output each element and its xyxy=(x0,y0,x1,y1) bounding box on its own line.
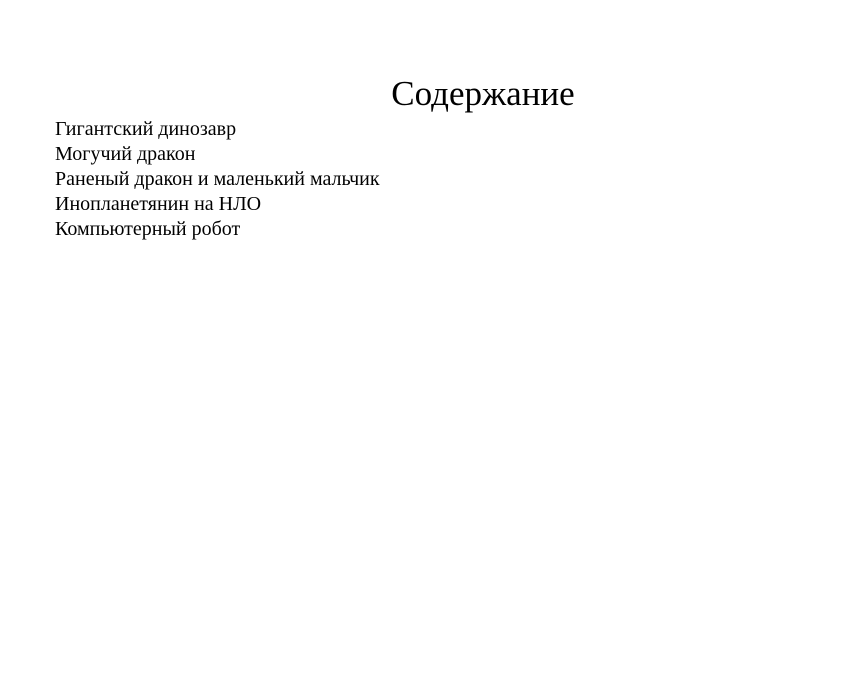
toc-item[interactable]: Инопланетянин на НЛО xyxy=(55,193,262,215)
toc-list xyxy=(55,117,380,242)
toc-item[interactable]: Компьютерный робот xyxy=(55,218,241,240)
toc-title: Содержание xyxy=(391,74,575,113)
toc-item[interactable]: Могучий дракон xyxy=(55,143,196,165)
toc-item[interactable]: Гигантский динозавр xyxy=(55,118,237,140)
toc-item[interactable]: Раненый дракон и маленький мальчик xyxy=(55,168,380,190)
